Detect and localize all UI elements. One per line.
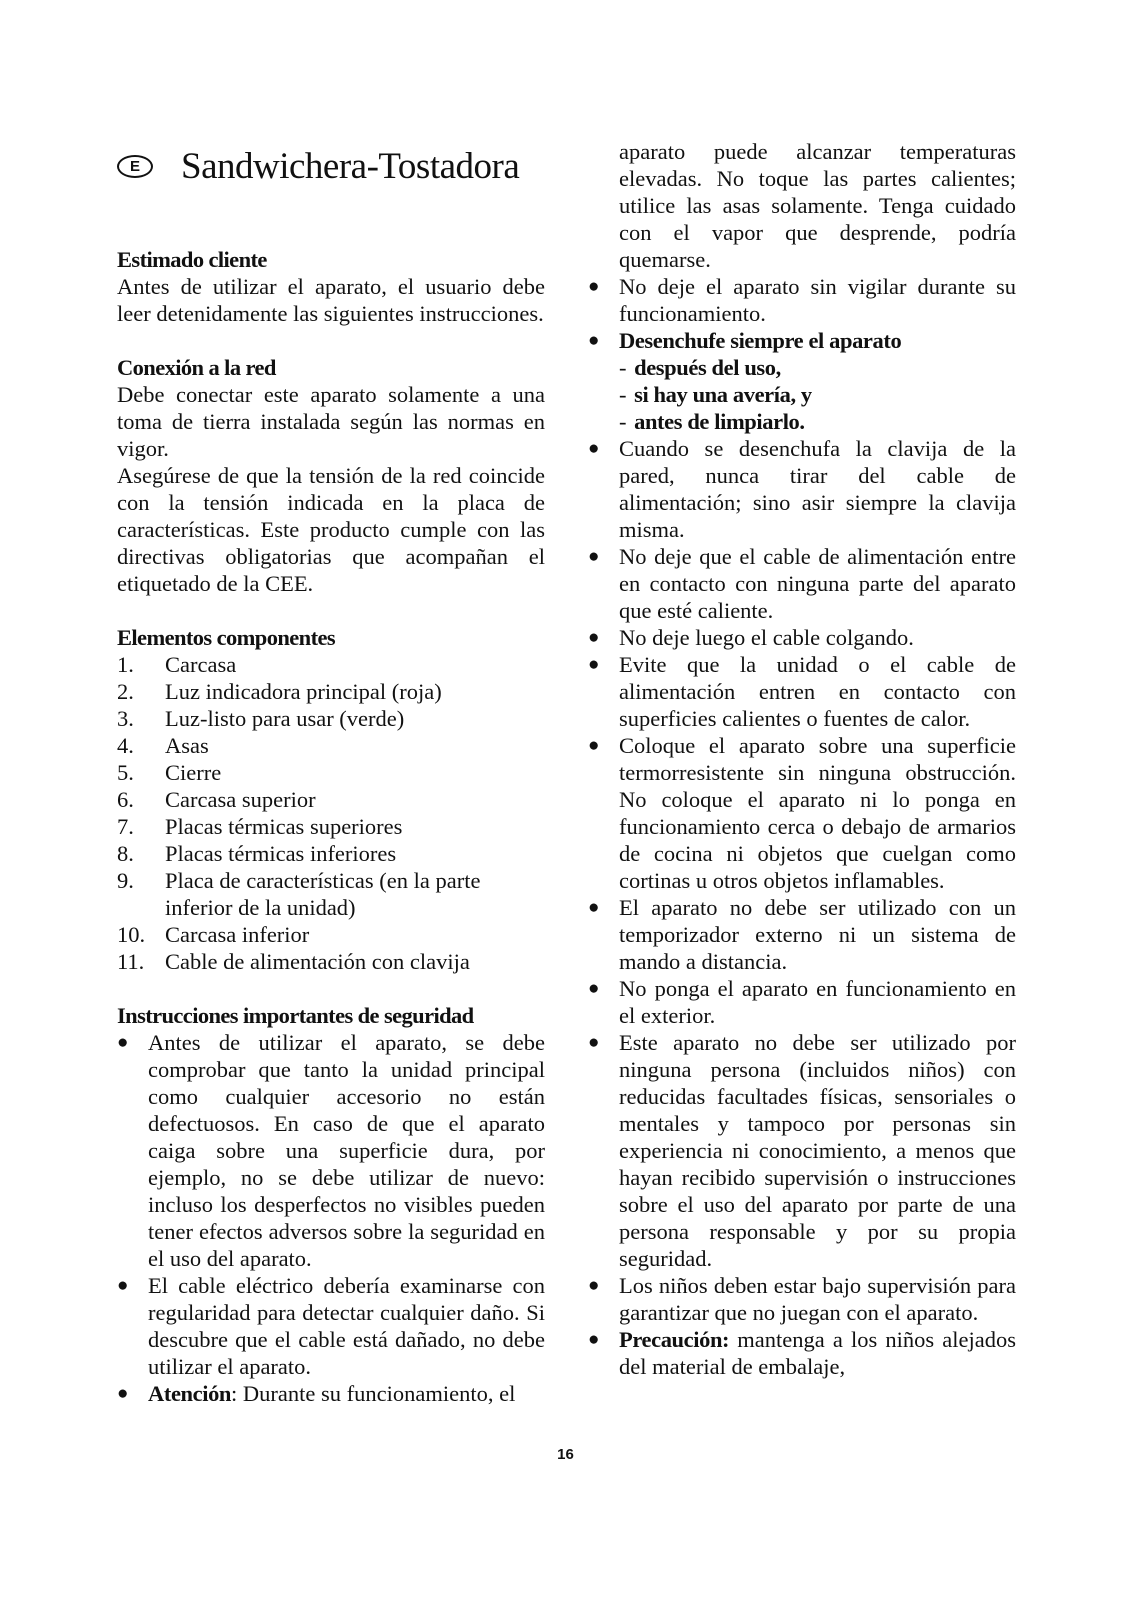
continuation-text: aparato puede alcanzar temperaturas elevadas. No toque las partes calientes; utilice las asas solamente. Tenga cuidado con el vapor que desprende, podría quemarse. xyxy=(619,139,1016,272)
list-item: ● Cuando se desenchufa la clavija de la pared, nunca tirar del cable de alimentación; sino asir siempre la clavija misma. xyxy=(588,436,1016,542)
unplug-sublist xyxy=(619,354,1016,435)
list-item: - antes de limpiarlo. xyxy=(619,409,805,434)
list-item: 2. Luz indicadora principal (roja) xyxy=(117,679,442,704)
title-row xyxy=(117,140,545,192)
list-item: 8. Placas térmicas inferiores xyxy=(117,841,397,866)
bullet-icon: ● xyxy=(588,735,600,756)
bullet-icon: ● xyxy=(117,1383,129,1404)
bullet-icon: ● xyxy=(117,1275,129,1296)
bullet-icon: ● xyxy=(588,978,600,999)
components-list xyxy=(117,651,545,975)
page-title: Sandwichera-Tostadora xyxy=(181,145,520,187)
list-item: 5. Cierre xyxy=(117,760,222,785)
list-item: 10. Carcasa inferior xyxy=(117,922,310,947)
list-item: ● No deje luego el cable colgando. xyxy=(588,625,914,650)
list-item: 9. Placa de características (en la parte inferior de la unidad) xyxy=(117,868,481,920)
paragraph-estimado: Antes de utilizar el aparato, el usuario debe leer detenidamente las siguientes instrucciones. xyxy=(117,274,545,326)
bullet-icon: ● xyxy=(588,1032,600,1053)
bullet-icon: ● xyxy=(117,1032,129,1053)
list-item: - después del uso, xyxy=(619,355,781,380)
safety-list-left xyxy=(117,1029,545,1407)
list-item: 7. Placas térmicas superiores xyxy=(117,814,403,839)
section-heading-elementos: Elementos componentes xyxy=(117,625,336,650)
bullet-icon: ● xyxy=(588,627,600,648)
bullet-icon: ● xyxy=(588,1275,600,1296)
list-item: - si hay una avería, y xyxy=(619,382,812,407)
bullet-icon: ● xyxy=(588,654,600,675)
list-item: ● Evite que la unidad o el cable de alimentación entren en contacto con superficies calientes o fuentes de calor. xyxy=(588,652,1016,731)
list-item: ● El aparato no debe ser utilizado con un temporizador externo ni un sistema de mando a distancia. xyxy=(588,895,1016,974)
bullet-icon: ● xyxy=(588,1329,600,1350)
list-item: ● Este aparato no debe ser utilizado por ninguna persona (incluidos niños) con reducidas facultades físicas, sensoriales o mentales y tampoco por personas sin experiencia ni conocimiento, a menos que hayan recibido supervisión o instrucciones sobre el uso del aparato por parte de una persona responsable y por su propia seguridad. xyxy=(588,1030,1016,1271)
left-column xyxy=(117,138,545,1407)
page-number: 16 xyxy=(557,1446,574,1463)
bullet-icon: ● xyxy=(588,330,600,351)
language-badge: E xyxy=(117,155,153,178)
bullet-icon: ● xyxy=(588,546,600,567)
bullet-icon: ● xyxy=(588,276,600,297)
list-item: ● Desenchufe siempre el aparato - después del uso, - si hay una avería, y - antes de limpiarlo. xyxy=(588,327,1016,435)
list-item: ● Precaución: mantenga a los niños alejados del material de embalaje, xyxy=(588,1327,1016,1379)
section-heading-conexion: Conexión a la red xyxy=(117,355,276,380)
list-item: 3. Luz-listo para usar (verde) xyxy=(117,706,405,731)
list-item: 6. Carcasa superior xyxy=(117,787,316,812)
paragraph-conexion-2: Asegúrese de que la tensión de la red coincide con la tensión indicada en la placa de características. Este producto cumple con las directivas obligatorias que acompañan el etiquetado de la CEE. xyxy=(117,463,545,596)
list-item xyxy=(588,138,1016,273)
list-item: ● Los niños deben estar bajo supervisión para garantizar que no juegan con el aparato. xyxy=(588,1273,1016,1325)
list-item: 4. Asas xyxy=(117,733,209,758)
list-item: ● Atención: Durante su funcionamiento, el xyxy=(117,1381,516,1406)
list-item: ● Coloque el aparato sobre una superficie termorresistente sin ninguna obstrucción. No coloque el aparato ni lo ponga en funcionamiento cerca o debajo de armarios de cocina ni objetos que cuelgan como cortinas u otros objetos inflamables. xyxy=(588,733,1016,893)
list-item: ● No deje el aparato sin vigilar durante su funcionamiento. xyxy=(588,274,1016,326)
paragraph-conexion-1: Debe conectar este aparato solamente a una toma de tierra instalada según las normas en vigor. xyxy=(117,382,545,461)
safety-list-right xyxy=(588,138,1016,1380)
list-item: ● No deje que el cable de alimentación entre en contacto con ninguna parte del aparato que esté caliente. xyxy=(588,544,1016,623)
list-item: ● El cable eléctrico debería examinarse con regularidad para detectar cualquier daño. Si descubre que el cable está dañado, no debe utilizar el aparato. xyxy=(117,1273,545,1379)
list-item: 11. Cable de alimentación con clavija xyxy=(117,949,470,974)
bullet-icon: ● xyxy=(588,438,600,459)
right-column xyxy=(588,138,1016,1380)
section-heading-estimado: Estimado cliente xyxy=(117,247,267,272)
list-item: 1. Carcasa xyxy=(117,652,237,677)
list-item: ● No ponga el aparato en funcionamiento en el exterior. xyxy=(588,976,1016,1028)
bullet-icon: ● xyxy=(588,897,600,918)
list-item: ● Antes de utilizar el aparato, se debe comprobar que tanto la unidad principal como cualquier accesorio no están defectuosos. En caso de que el aparato caiga sobre una superficie dura, por ejemplo, no se debe utilizar de nuevo: incluso los desperfectos no visibles pueden tener efectos adversos sobre la seguridad en el uso del aparato. xyxy=(117,1030,545,1271)
section-heading-instrucciones: Instrucciones importantes de seguridad xyxy=(117,1003,474,1028)
